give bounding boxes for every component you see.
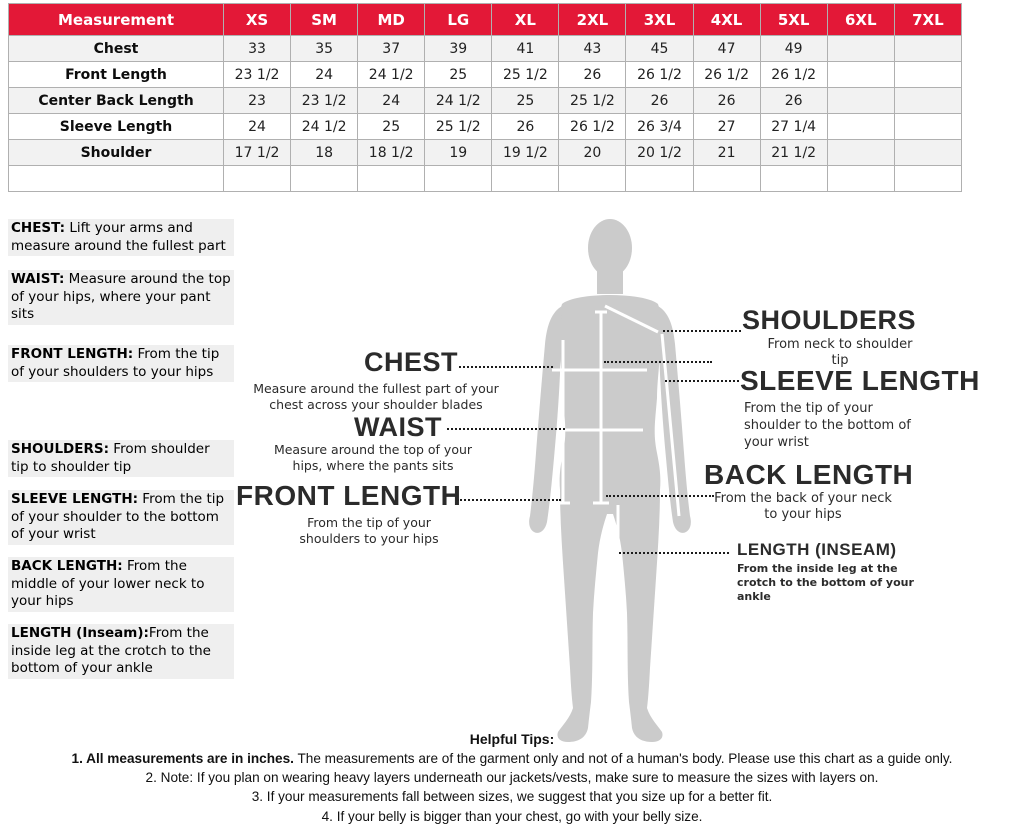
size-cell: 26 1/2 <box>693 62 760 88</box>
row-header: Sleeve Length <box>9 114 224 140</box>
table-row <box>9 62 962 88</box>
tip-item: 3. If your measurements fall between sizes, we suggest that you size up for a better fit. <box>251 789 773 805</box>
definition-sleeve-length <box>8 490 234 545</box>
column-header-md: MD <box>358 4 425 36</box>
size-table-body <box>9 36 962 192</box>
column-header-4xl: 4XL <box>693 4 760 36</box>
size-cell: 24 1/2 <box>425 88 492 114</box>
size-cell: 35 <box>291 36 358 62</box>
chest-leader-line <box>459 366 553 368</box>
size-cell: 25 1/2 <box>492 62 559 88</box>
sleeve-length-leader-line <box>665 380 739 382</box>
definition-text: From the middle of your lower neck to your hips <box>11 558 205 609</box>
size-cell <box>894 114 961 140</box>
size-cell: 23 1/2 <box>224 62 291 88</box>
definition-term: LENGTH (Inseam): <box>11 625 149 641</box>
definition-text: From the inside leg at the crotch to the bottom of your ankle <box>11 625 211 676</box>
size-cell: 41 <box>492 36 559 62</box>
column-header-6xl: 6XL <box>827 4 894 36</box>
column-header-sm: SM <box>291 4 358 36</box>
diagram-caption-shoulders: From neck to shoulder tip <box>767 337 913 368</box>
definition-text: From the tip of your shoulder to the bottom of your wrist <box>11 491 225 542</box>
tip-item: 4. If your belly is bigger than your chest, go with your belly size. <box>321 808 703 824</box>
size-cell: 26 <box>760 88 827 114</box>
size-cell <box>626 166 693 192</box>
definition-term: WAIST: <box>11 271 65 287</box>
size-cell: 45 <box>626 36 693 62</box>
definition-back-length <box>8 557 234 612</box>
table-row <box>9 36 962 62</box>
size-cell: 24 1/2 <box>358 62 425 88</box>
tip-item: 1. All measurements are in inches. The measurements are of the garment only and not of a human's body. Please use this chart as a guide only. <box>71 751 953 766</box>
definition-text: From the tip of your shoulders to your hips <box>11 346 220 380</box>
size-cell <box>559 166 626 192</box>
diagram-label-waist: WAIST <box>354 412 442 442</box>
tips-heading: Helpful Tips: <box>469 731 555 747</box>
size-cell: 33 <box>224 36 291 62</box>
row-header: Chest <box>9 36 224 62</box>
size-cell <box>693 166 760 192</box>
size-cell: 24 <box>224 114 291 140</box>
column-header-2xl: 2XL <box>559 4 626 36</box>
size-cell: 39 <box>425 36 492 62</box>
definition-text: Lift your arms and measure around the fullest part <box>11 220 226 254</box>
diagram-caption-front-length: From the tip of your shoulders to your hips <box>299 515 439 546</box>
diagram-label-front-length: FRONT LENGTH <box>236 480 462 511</box>
size-cell <box>827 140 894 166</box>
size-cell: 25 <box>425 62 492 88</box>
size-cell: 25 1/2 <box>559 88 626 114</box>
definition-term: CHEST: <box>11 220 66 236</box>
diagram-label-chest: CHEST <box>363 347 458 377</box>
size-cell: 25 <box>492 88 559 114</box>
column-header-3xl: 3XL <box>626 4 693 36</box>
size-cell: 26 1/2 <box>760 62 827 88</box>
definition-text: Measure around the top of your hips, where your pant sits <box>11 271 231 322</box>
size-cell: 26 3/4 <box>626 114 693 140</box>
size-cell: 43 <box>559 36 626 62</box>
diagram-label-inseam: LENGTH (INSEAM) <box>737 540 897 559</box>
size-cell: 27 <box>693 114 760 140</box>
definition-inseam <box>8 624 234 679</box>
size-cell: 20 1/2 <box>626 140 693 166</box>
row-header: Shoulder <box>9 140 224 166</box>
front-length-leader-line <box>457 499 561 501</box>
size-cell: 26 <box>693 88 760 114</box>
column-header-xs: XS <box>224 4 291 36</box>
size-cell: 47 <box>693 36 760 62</box>
definition-chest <box>8 219 234 256</box>
tip-item: 2. Note: If you plan on wearing heavy layers underneath our jackets/vests, make sure to measure the sizes with layers on. <box>145 770 879 786</box>
size-cell <box>894 62 961 88</box>
size-cell: 27 1/4 <box>760 114 827 140</box>
size-cell: 18 1/2 <box>358 140 425 166</box>
chest-leader-line-2 <box>604 361 712 363</box>
size-cell: 25 1/2 <box>425 114 492 140</box>
row-header <box>9 166 224 192</box>
size-cell <box>827 36 894 62</box>
row-header: Center Back Length <box>9 88 224 114</box>
row-header: Front Length <box>9 62 224 88</box>
definition-front-length <box>8 345 234 382</box>
column-header-7xl: 7XL <box>894 4 961 36</box>
definition-shoulders <box>8 440 234 477</box>
size-cell: 19 <box>425 140 492 166</box>
size-cell: 21 <box>693 140 760 166</box>
size-cell: 26 <box>559 62 626 88</box>
diagram-caption-sleeve-length: From the tip of your shoulder to the bottom of your wrist <box>744 401 911 450</box>
definition-term: SHOULDERS: <box>11 441 110 457</box>
size-cell: 18 <box>291 140 358 166</box>
size-cell <box>224 166 291 192</box>
definition-waist <box>8 270 234 325</box>
diagram-caption-waist: Measure around the top of your hips, where the pants sits <box>273 442 473 473</box>
size-cell: 21 1/2 <box>760 140 827 166</box>
waist-leader-line <box>447 428 565 430</box>
definition-term: BACK LENGTH: <box>11 558 123 574</box>
tips-list <box>0 749 1024 826</box>
column-header-measurement: Measurement <box>9 4 224 36</box>
size-cell: 20 <box>559 140 626 166</box>
size-cell <box>827 88 894 114</box>
table-row <box>9 88 962 114</box>
size-cell: 26 1/2 <box>559 114 626 140</box>
body-silhouette <box>510 218 710 748</box>
size-cell: 37 <box>358 36 425 62</box>
size-cell <box>358 166 425 192</box>
size-cell: 24 <box>358 88 425 114</box>
size-cell <box>827 166 894 192</box>
definition-term: SLEEVE LENGTH: <box>11 491 139 507</box>
column-header-5xl: 5XL <box>760 4 827 36</box>
size-cell: 17 1/2 <box>224 140 291 166</box>
diagram-label-back-length: BACK LENGTH <box>704 459 914 490</box>
definition-term: FRONT LENGTH: <box>11 346 134 362</box>
definition-text: From shoulder tip to shoulder tip <box>11 441 210 475</box>
size-cell <box>894 36 961 62</box>
size-cell <box>291 166 358 192</box>
table-row <box>9 140 962 166</box>
size-table <box>8 3 962 192</box>
size-cell: 49 <box>760 36 827 62</box>
table-row <box>9 166 962 192</box>
back-length-leader-line <box>606 495 714 497</box>
size-cell <box>492 166 559 192</box>
column-header-xl: XL <box>492 4 559 36</box>
table-row <box>9 114 962 140</box>
size-cell <box>894 166 961 192</box>
size-cell: 23 1/2 <box>291 88 358 114</box>
size-cell: 25 <box>358 114 425 140</box>
shoulders-leader-line <box>663 330 741 332</box>
size-table-header <box>9 4 962 36</box>
diagram-caption-back-length: From the back of your neck to your hips <box>714 491 892 522</box>
diagram-label-shoulders: SHOULDERS <box>742 305 917 335</box>
inseam-leader-line <box>619 552 729 554</box>
size-cell: 26 <box>492 114 559 140</box>
size-cell: 24 1/2 <box>291 114 358 140</box>
diagram-caption-chest: Measure around the fullest part of your chest across your shoulder blades <box>253 381 499 412</box>
column-header-lg: LG <box>425 4 492 36</box>
size-cell <box>827 114 894 140</box>
size-cell: 23 <box>224 88 291 114</box>
size-cell <box>760 166 827 192</box>
size-cell: 26 1/2 <box>626 62 693 88</box>
diagram-label-sleeve-length: SLEEVE LENGTH <box>740 365 980 396</box>
size-cell <box>425 166 492 192</box>
size-cell: 26 <box>626 88 693 114</box>
diagram-caption-inseam: From the inside leg at the crotch to the bottom of your ankle <box>737 562 914 603</box>
size-cell <box>827 62 894 88</box>
size-cell: 24 <box>291 62 358 88</box>
size-cell <box>894 140 961 166</box>
size-cell <box>894 88 961 114</box>
size-cell: 19 1/2 <box>492 140 559 166</box>
